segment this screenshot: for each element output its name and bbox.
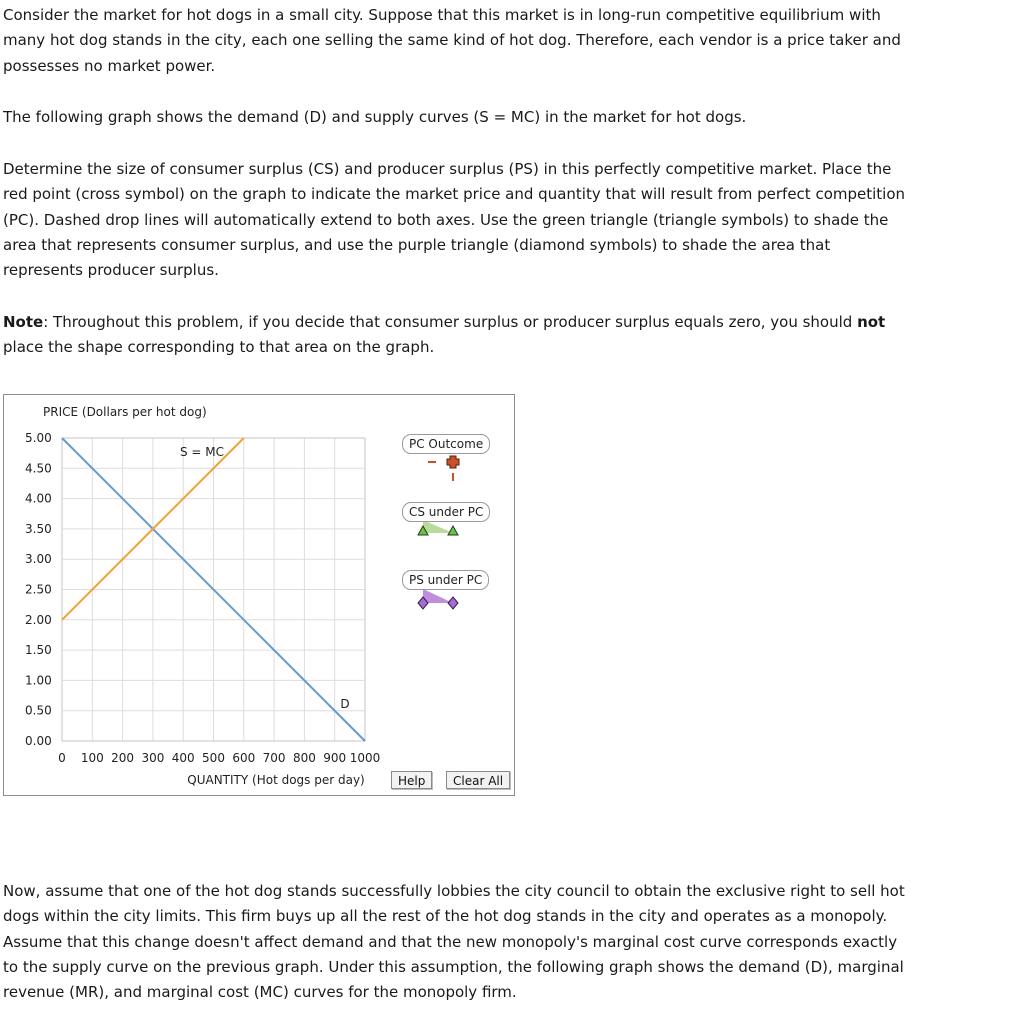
y-tick-label: 0.50 [25,703,52,718]
ps-label: PS under PC [402,570,489,590]
note-label: Note [3,313,44,331]
x-tick-label: 400 [171,751,195,765]
y-tick-label: 2.00 [25,612,52,627]
diamond-handle-icon[interactable] [448,597,458,609]
help-button[interactable]: Help [391,771,432,789]
y-tick-label: 1.50 [25,643,52,658]
market-graph[interactable] [4,395,514,795]
y-axis-label: PRICE (Dollars per hot dog) [43,405,207,419]
x-tick-label: 800 [292,751,316,765]
x-tick-label: 0 [58,751,66,765]
y-tick-label: 2.50 [25,582,52,597]
y-tick-label: 3.00 [25,552,52,567]
note-text-b: place the shape corresponding to that area on the graph. [3,338,435,357]
intro-paragraph-1: Consider the market for hot dogs in a small city. Suppose that this market is in long-run competitive equilibrium with many hot dog stands in the city, each one selling the same kind of hot dog. Therefore, each vendor is a price taker and possesses no market power. [3,6,901,75]
cs-label: CS under PC [402,502,490,522]
ps-tool[interactable] [418,589,458,609]
cs-tool[interactable] [418,520,458,535]
y-tick-label: 1.00 [25,673,52,688]
x-tick-label: 900 [323,751,347,765]
note-text-a: : Throughout this problem, if you decide that consumer surplus or producer surplus equals zero, you should [43,313,858,331]
x-tick-label: 500 [202,751,225,765]
x-axis-label: QUANTITY (Hot dogs per day) [187,773,365,787]
note-emphasis: not [857,313,886,331]
cross-icon[interactable] [447,456,459,468]
pc-outcome-label: PC Outcome [402,434,490,454]
clear-all-button[interactable]: Clear All [446,771,510,789]
x-tick-label: 200 [111,751,135,765]
instructions-paragraph: Determine the size of consumer surplus (CS) and producer surplus (PS) in this perfectly competitive market. Place the red point (cross symbol) on the graph to indicate the market price and quantity that will result from perfect competition (PC). Dashed drop lines will automatically extend to both axes. Use the green triangle (triangle symbols) to shade the area that represents consumer surplus, and use the purple triangle (diamond symbols) to shade the area that represents producer surplus. [3,160,906,280]
y-tick-label: 4.50 [25,461,52,476]
y-tick-label: 4.00 [25,491,52,506]
supply-curve-label: S = MC [179,445,225,459]
monopoly-paragraph: Now, assume that one of the hot dog stands successfully lobbies the city council to obtain the exclusive right to sell hot dogs within the city limits. This firm buys up all the rest of the hot dog stands in the city and operates as a monopoly. Assume that this change doesn't affect demand and that the new monopoly's marginal cost curve corresponds exactly to the supply curve on the previous graph. Under this assumption, the following graph shows the demand (D), marginal revenue (MR), and marginal cost (MC) curves for the monopoly firm. [3,882,905,1002]
demand-curve-label: D [340,697,350,711]
ps-triangle-shape [423,589,453,603]
x-tick-label: 1000 [349,751,381,765]
intro-paragraph-2: The following graph shows the demand (D) and supply curves (S = MC) in the market for hot dogs. [3,108,747,126]
pc-outcome-tool[interactable] [428,456,459,481]
note-paragraph [3,310,908,361]
y-tick-label: 3.50 [25,521,52,536]
triangle-handle-icon[interactable] [448,526,458,535]
x-tick-label: 100 [80,751,104,765]
y-tick-label: 0.00 [25,734,52,748]
x-tick-label: 300 [141,751,165,765]
x-tick-label: 700 [262,751,286,765]
y-tick-label: 5.00 [25,431,52,445]
graph-panel [3,394,515,796]
x-tick-label: 600 [232,751,256,765]
tick-layer [25,431,380,765]
